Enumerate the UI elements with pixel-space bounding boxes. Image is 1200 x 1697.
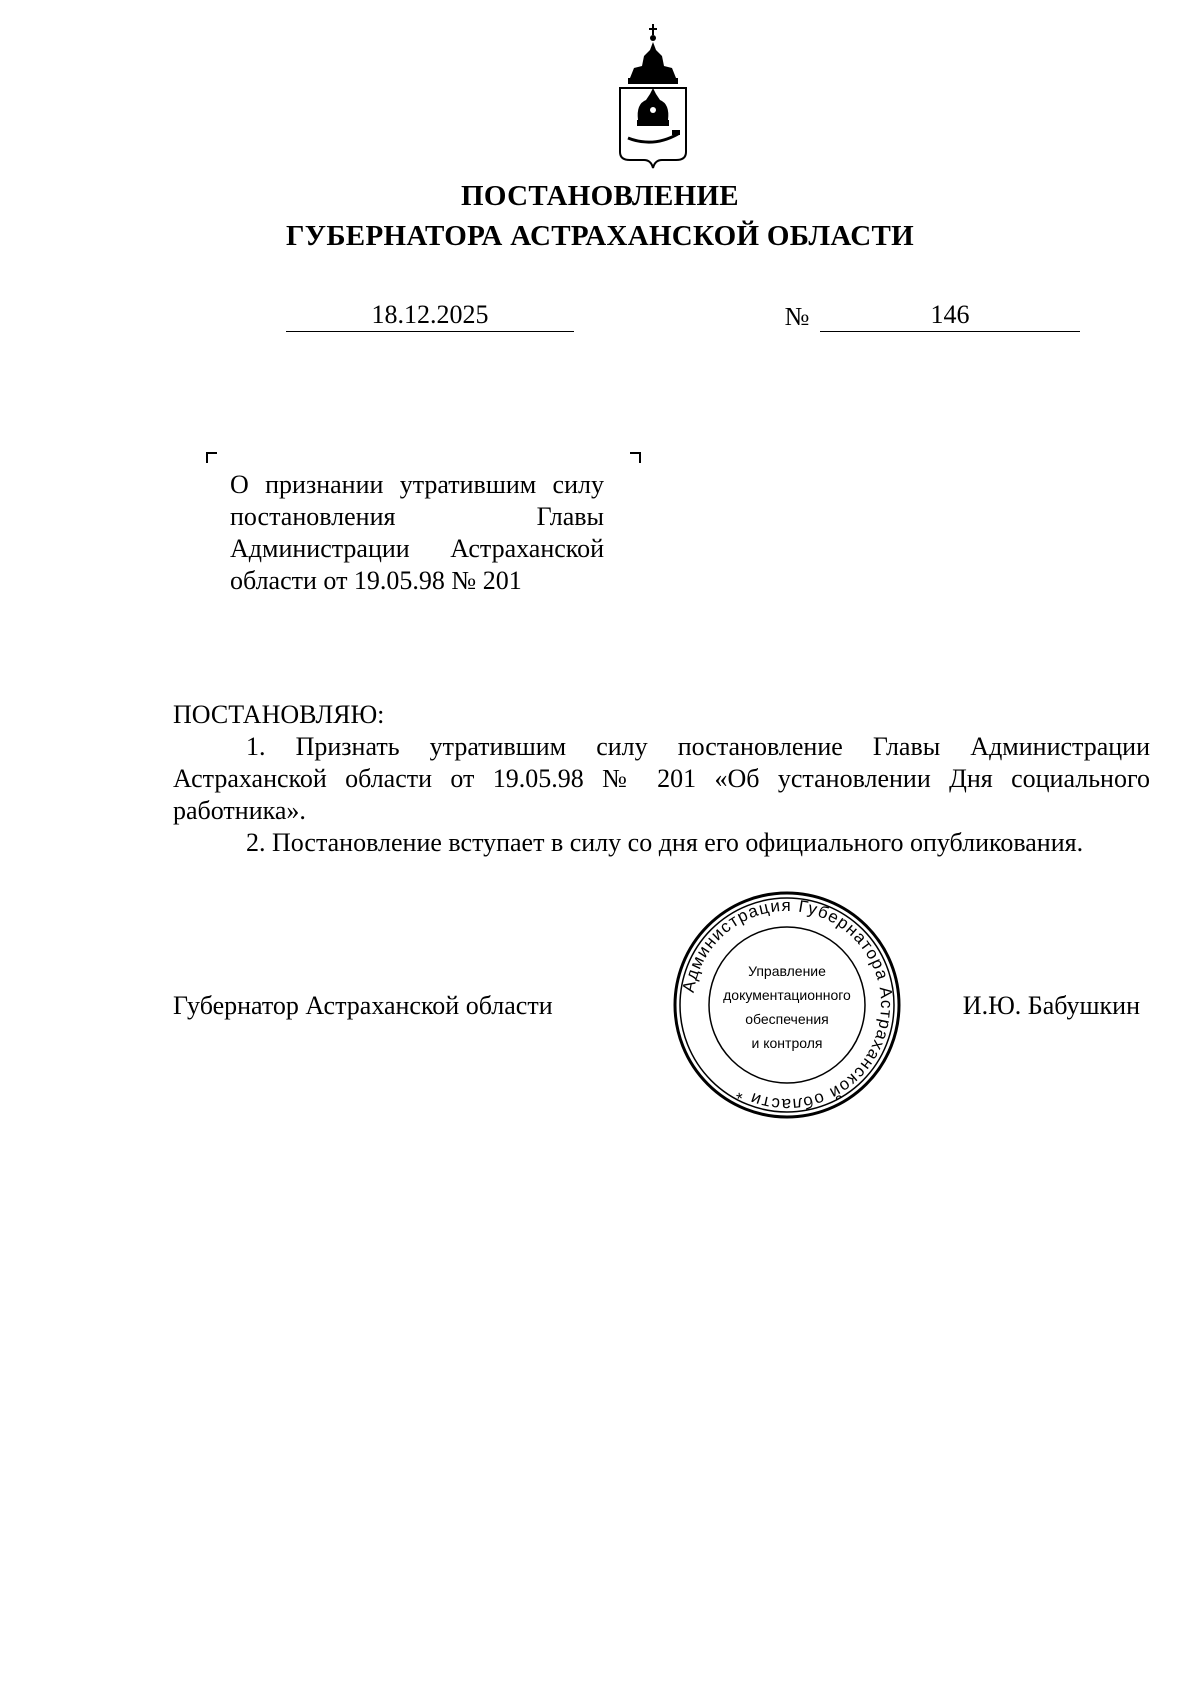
signatory-role: Губернатор Астраханской области xyxy=(173,991,553,1020)
stamp-line-4: и контроля xyxy=(751,1035,823,1051)
document-date: 18.12.2025 xyxy=(286,299,574,332)
document-type-title: ПОСТАНОВЛЕНИЕ xyxy=(461,180,739,212)
issuer-title: ГУБЕРНАТОРА АСТРАХАНСКОЙ ОБЛАСТИ xyxy=(286,220,914,252)
official-stamp xyxy=(672,890,902,1120)
number-sign: № xyxy=(784,302,810,331)
decree-item-1: 1. Признать утратившим силу постановление Главы Администрации Астраханской области от 19.05.98 № 201 «Об установлении Дня социального работника». xyxy=(173,732,1150,825)
document-subject: О признании утратившим силу постановления Главы Администрации Астраханской области от 19.05.98 № 201 xyxy=(230,470,604,595)
coat-of-arms-emblem xyxy=(606,20,700,170)
stamp-line-1: Управление xyxy=(748,963,826,979)
decree-heading: ПОСТАНОВЛЯЮ: xyxy=(173,700,385,729)
document-number: 146 xyxy=(820,299,1080,332)
signatory-name: И.Ю. Бабушкин xyxy=(962,991,1140,1020)
stamp-line-2: документационного xyxy=(723,987,851,1003)
decree-item-2: 2. Постановление вступает в силу со дня его официального опубликования. xyxy=(246,828,1084,857)
subject-corner-mark-left xyxy=(206,452,217,463)
stamp-line-3: обеспечения xyxy=(745,1011,829,1027)
stamp-outer-text: Администрация Губернатора Астраханской области * xyxy=(678,895,897,1115)
subject-corner-mark-right xyxy=(630,452,641,463)
